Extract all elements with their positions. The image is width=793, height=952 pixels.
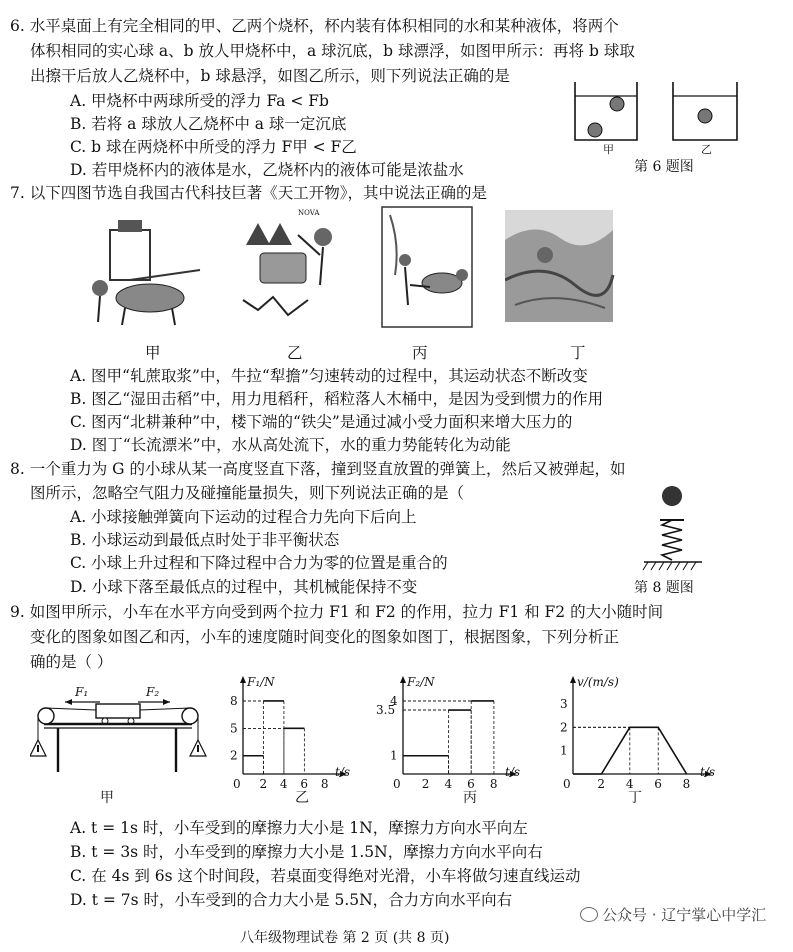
chart-f1-label: 乙 bbox=[295, 790, 309, 806]
q7-option-c: C. 图丙“北耕兼种”中，楼下端的“铁尖”是通过减小受力面积来增大压力的 bbox=[70, 413, 573, 431]
q6-beaker-figure bbox=[565, 78, 765, 158]
q6-fig-caption: 第 6 题图 bbox=[634, 159, 694, 175]
y-tick-label: 5 bbox=[230, 721, 238, 736]
q8-fig-caption: 第 8 题图 bbox=[634, 580, 694, 596]
x-tick-label: 4 bbox=[625, 777, 634, 791]
x-tick-label: 2 bbox=[259, 777, 268, 791]
chart-v bbox=[545, 672, 720, 794]
x-tick-label: 8 bbox=[489, 777, 498, 791]
q7-label-yi: 乙 bbox=[287, 344, 303, 362]
x-tick-label: 4 bbox=[279, 777, 288, 791]
label-f1: F₁ bbox=[75, 685, 89, 699]
q6-option-d: D. 若甲烧杯内的液体是水，乙烧杯内的液体可能是浓盐水 bbox=[70, 161, 464, 179]
q7-stem-line1: 7. 以下四图节选自我国古代科技巨著《天工开物》，其中说法正确的是 bbox=[10, 184, 487, 202]
origin-label: 0 bbox=[563, 777, 571, 791]
y-tick-label: 2 bbox=[560, 720, 568, 735]
q9-stem-line1: 9. 如图甲所示，小车在水平方向受到两个拉力 F1 和 F2 的作用，拉力 F1 和 F2 的大小随时间 bbox=[10, 603, 664, 621]
ball-b bbox=[610, 97, 624, 111]
q6-option-a: A. 甲烧杯中两球所受的浮力 Fa < Fb bbox=[70, 92, 329, 110]
ball bbox=[662, 486, 682, 506]
pulley-left bbox=[38, 708, 54, 724]
q7-label-ding: 丁 bbox=[570, 344, 586, 362]
y-tick-label: 1 bbox=[390, 748, 398, 763]
y-tick-label: 4 bbox=[390, 693, 398, 708]
svg-text:NOVA: NOVA bbox=[298, 209, 320, 217]
q9-stem-line2: 变化的图象如图乙和丙，小车的速度随时间变化的图象如图丁，根据图象，下列分析正 bbox=[30, 628, 620, 646]
pulley-right bbox=[182, 708, 198, 724]
beaker-yi bbox=[673, 82, 737, 140]
x-axis-label: t/s bbox=[700, 765, 716, 779]
y-tick-label: 1 bbox=[560, 743, 568, 758]
y-axis-arrow bbox=[240, 676, 246, 683]
x-tick-label: 2 bbox=[597, 777, 606, 791]
q6-fig-label-jia: 甲 bbox=[603, 143, 614, 156]
chart-f2 bbox=[375, 672, 525, 794]
q9-option-d: D. t = 7s 时，小车受到的合力大小是 5.5N，合力方向水平向右 bbox=[70, 891, 513, 909]
beaker-jia bbox=[575, 82, 637, 140]
q6-fig-label-yi: 乙 bbox=[701, 143, 712, 156]
q7-picture-jia bbox=[80, 210, 210, 330]
q7-picture-ding bbox=[505, 210, 615, 325]
y-tick-label: 8 bbox=[230, 693, 238, 708]
y-axis-label: F₂/N bbox=[407, 675, 435, 689]
q8-stem-line1: 8. 一个重力为 G 的小球从某一高度竖直下落，撞到竖直放置的弹簧上，然后又被弹起，如 bbox=[10, 460, 626, 478]
y-tick-label: 3 bbox=[560, 697, 568, 711]
q9-option-a: A. t = 1s 时，小车受到的摩擦力大小是 1N，摩擦力方向水平向左 bbox=[70, 819, 528, 837]
y-axis-arrow bbox=[400, 676, 406, 683]
y-axis-label: F₁/N bbox=[247, 675, 275, 689]
q6-stem-line1: 6. 水平桌面上有完全相同的甲、乙两个烧杯，杯内装有体积相同的水和某种液体，将两个 bbox=[10, 17, 619, 35]
q9-option-c: C. 在 4s 到 6s 这个时间段，若桌面变得绝对光滑，小车将做匀速直线运动 bbox=[70, 867, 581, 885]
watermark: 公众号 · 辽宁掌心中学汇 bbox=[580, 905, 766, 925]
q6-option-b: B. 若将 a 球放人乙烧杯中 a 球一定沉底 bbox=[70, 115, 347, 133]
x-axis-label: t/s bbox=[505, 765, 521, 779]
x-axis-label: t/s bbox=[335, 765, 351, 779]
q7-option-a: A. 图甲“轧蔗取浆”中，牛拉“犁擔”匀速转动的过程中，其运动状态不断改变 bbox=[70, 367, 588, 385]
q6-option-c: C. b 球在两烧杯中所受的浮力 F甲 < F乙 bbox=[70, 138, 357, 156]
origin-label: 0 bbox=[233, 777, 241, 791]
x-tick-label: 2 bbox=[421, 777, 430, 791]
q9-fig-jia-label: 甲 bbox=[100, 790, 114, 806]
wechat-icon bbox=[580, 907, 598, 922]
ball-a bbox=[588, 123, 602, 137]
q8-option-d: D. 小球下落至最低点的过程中，其机械能保持不变 bbox=[70, 578, 418, 596]
x-tick-label: 8 bbox=[320, 777, 329, 791]
x-tick-label: 6 bbox=[300, 777, 309, 791]
y-axis-label: v/(m/s) bbox=[577, 675, 619, 689]
q9-stem-line3: 确的是（ ） bbox=[30, 653, 113, 671]
ball-b-suspended bbox=[698, 109, 712, 123]
q7-picture-yi bbox=[238, 205, 348, 330]
y-axis-arrow bbox=[570, 676, 576, 683]
x-tick-label: 4 bbox=[444, 777, 453, 791]
q7-picture-bing bbox=[380, 205, 475, 330]
label-f2: F₂ bbox=[146, 685, 160, 699]
chart-f1 bbox=[215, 672, 355, 794]
q8-option-a: A. 小球接触弹簧向下运动的过程合力先向下后向上 bbox=[70, 508, 417, 526]
q7-label-jia: 甲 bbox=[145, 344, 161, 362]
cart-body bbox=[96, 704, 140, 718]
q8-option-c: C. 小球上升过程和下降过程中合力为零的位置是重合的 bbox=[70, 554, 448, 572]
page-footer: 八年级物理试卷 第 2 页 (共 8 页) bbox=[240, 930, 450, 946]
x-tick-label: 6 bbox=[467, 777, 475, 791]
chart-f2-label: 丙 bbox=[463, 790, 477, 806]
q6-stem-line2: 体积相同的实心球 a、b 放人甲烧杯中，a 球沉底，b 球漂浮，如图甲所示：再将 b 球取 bbox=[30, 42, 635, 60]
q8-stem-line2: 图所示，忽略空气阻力及碰撞能量损失，则下列说法正确的是（ bbox=[30, 484, 465, 502]
x-tick-label: 8 bbox=[682, 777, 691, 791]
spring bbox=[662, 520, 682, 560]
q7-option-d: D. 图丁“长流漂米”中，水从高处流下，水的重力势能转化为动能 bbox=[70, 436, 511, 454]
q7-label-bing: 丙 bbox=[412, 344, 428, 362]
origin-label: 0 bbox=[393, 777, 401, 791]
q9-option-b: B. t = 3s 时，小车受到的摩擦力大小是 1.5N，摩擦力方向水平向右 bbox=[70, 843, 543, 861]
x-tick-label: 6 bbox=[654, 777, 662, 791]
q9-cart-figure bbox=[30, 680, 210, 790]
q6-stem-line3: 出擦干后放人乙烧杯中，b 球悬浮，如图乙所示，则下列说法正确的是 bbox=[30, 67, 510, 85]
chart-v-label: 丁 bbox=[628, 790, 642, 806]
y-tick-label: 2 bbox=[230, 748, 238, 763]
y-tick-label: 3.5 bbox=[376, 703, 396, 718]
q8-option-b: B. 小球运动到最低点时处于非平衡状态 bbox=[70, 531, 340, 549]
q8-spring-figure bbox=[640, 480, 720, 575]
q7-option-b: B. 图乙“湿田击稻”中，用力甩稻秆，稻粒落人木桶中，是因为受到惯力的作用 bbox=[70, 390, 604, 408]
